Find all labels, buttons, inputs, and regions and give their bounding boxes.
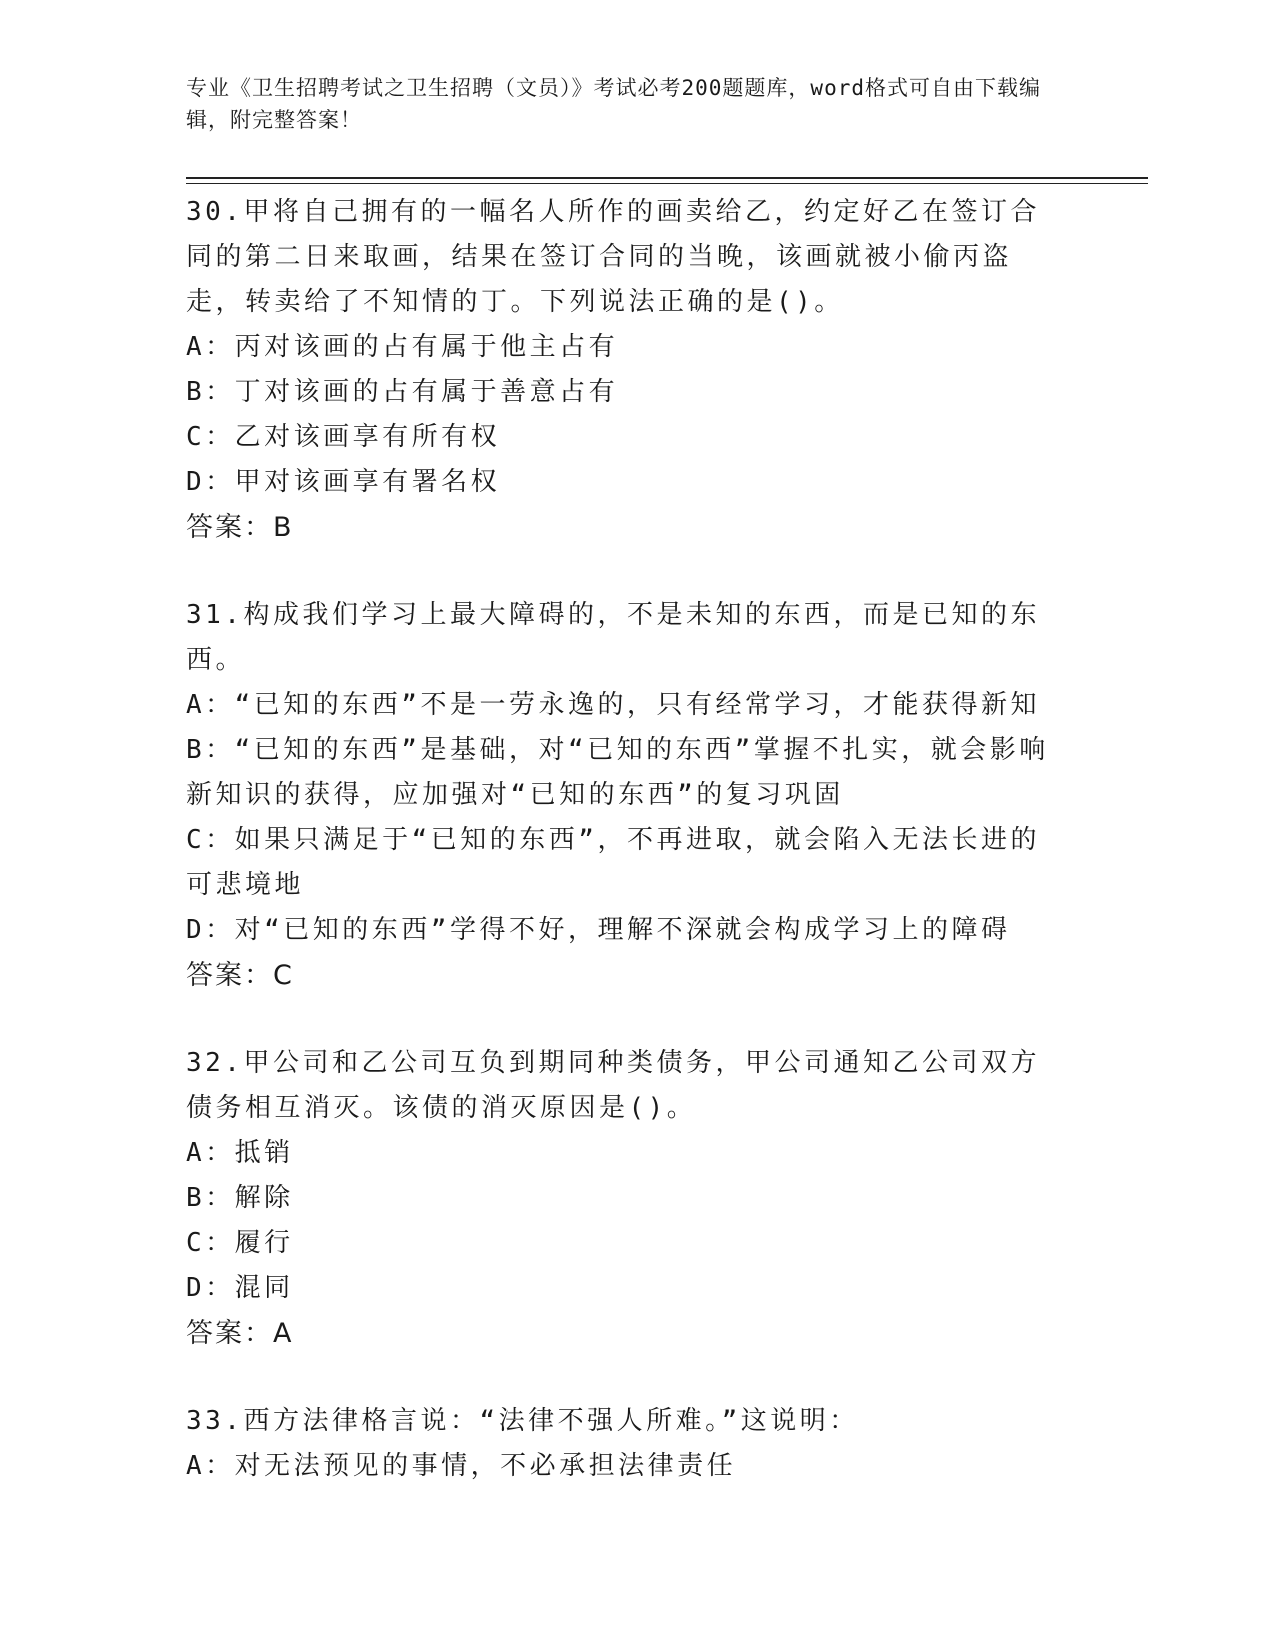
option-b: B：解除 [186,1183,294,1213]
question-stem: 30.甲将自己拥有的一幅名人所作的画卖给乙，约定好乙在签订合同的第二日来取画，结果在签订合同的当晚，该画就被小偷丙盗走，转卖给了不知情的丁。下列说法正确的是()。 [186,197,1040,317]
option-a: A：丙对该画的占有属于他主占有 [186,332,619,362]
question-stem: 32.甲公司和乙公司互负到期同种类债务，甲公司通知乙公司双方债务相互消灭。该债的消灭原因是()。 [186,1048,1040,1123]
question-32 [186,1041,1066,1356]
option-b: B：丁对该画的占有属于善意占有 [186,377,619,407]
option-d: D：混同 [186,1273,294,1303]
question-31 [186,593,1066,998]
question-list [186,190,1066,1532]
answer: 答案：B [186,512,294,543]
option-a: A：抵销 [186,1138,294,1168]
option-a: A：对无法预见的事情，不必承担法律责任 [186,1451,737,1481]
option-c: C：乙对该画享有所有权 [186,422,501,452]
question-33 [186,1399,1066,1489]
option-d: D：甲对该画享有署名权 [186,467,501,497]
option-d: D：对“已知的东西”学得不好，理解不深就会构成学习上的障碍 [186,915,1011,945]
option-c: C：如果只满足于“已知的东西”，不再进取，就会陷入无法长进的可悲境地 [186,825,1040,900]
header-divider-thick [186,177,1148,179]
answer: 答案：A [186,1318,294,1349]
document-header: 专业《卫生招聘考试之卫生招聘（文员）》考试必考200题题库，word格式可自由下载编辑，附完整答案！ [186,76,1041,132]
question-30 [186,190,1066,550]
option-a: A：“已知的东西”不是一劳永逸的，只有经常学习，才能获得新知 [186,690,1040,720]
option-c: C：履行 [186,1228,294,1258]
option-b: B：“已知的东西”是基础，对“已知的东西”掌握不扎实，就会影响新知识的获得，应加强对“已知的东西”的复习巩固 [186,735,1049,810]
answer: 答案：C [186,960,294,991]
question-stem: 31.构成我们学习上最大障碍的，不是未知的东西，而是已知的东西。 [186,600,1040,675]
header-divider-thin [186,183,1148,184]
question-stem: 33.西方法律格言说：“法律不强人所难。”这说明： [186,1406,859,1436]
